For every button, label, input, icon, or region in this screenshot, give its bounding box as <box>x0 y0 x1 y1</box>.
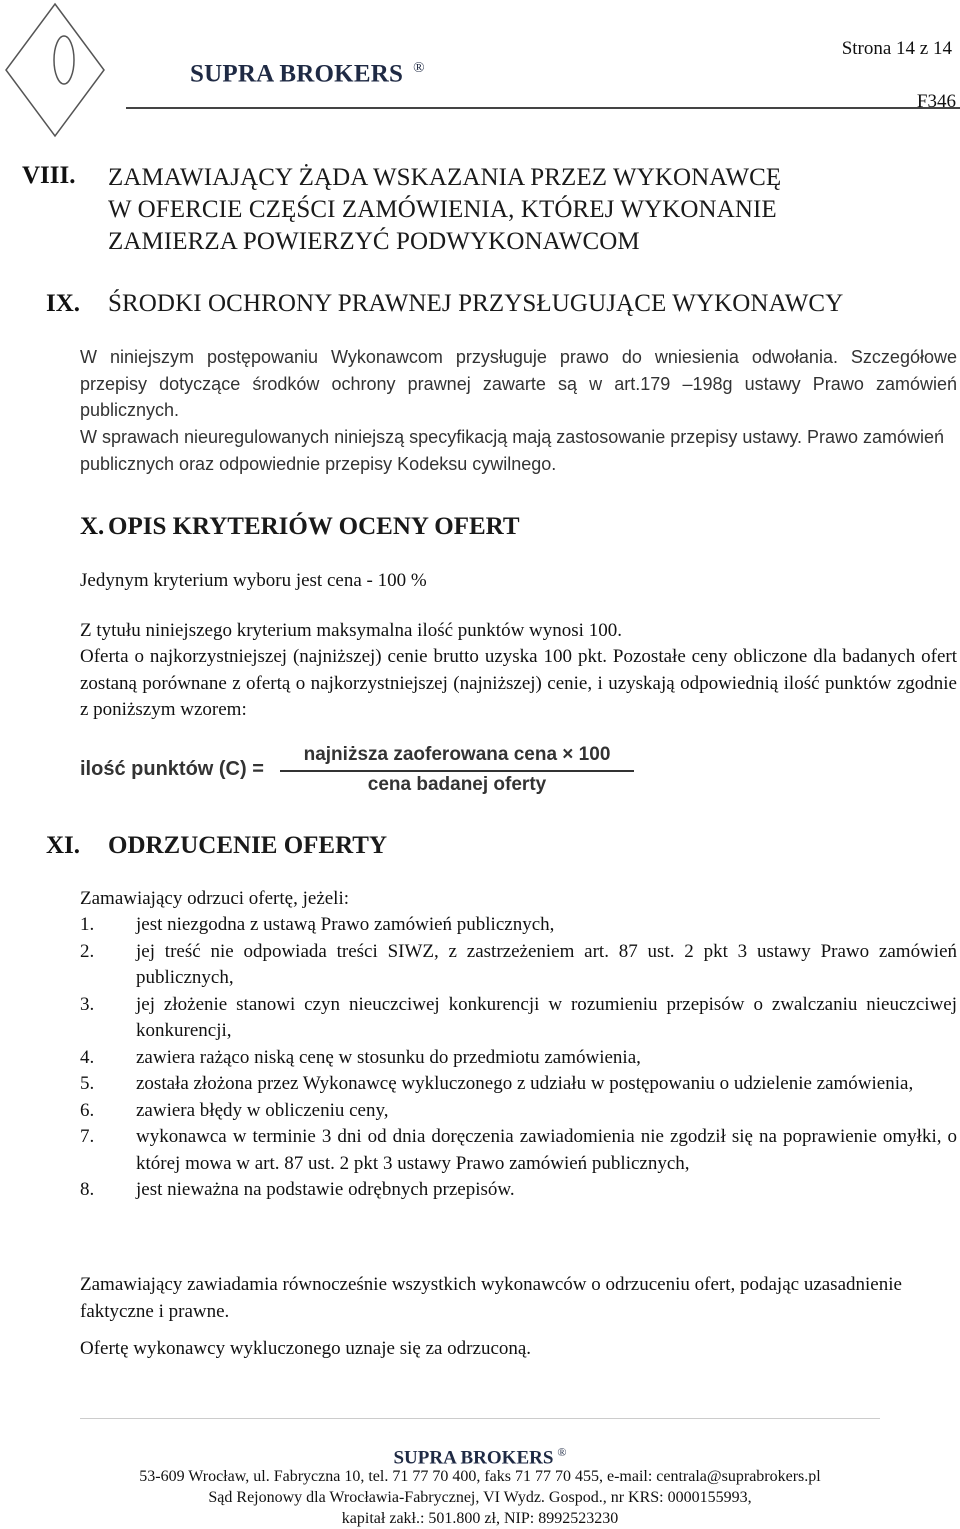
footer-brand: SUPRA BROKERS ® <box>393 1445 567 1469</box>
section-number-xi: XI. <box>46 832 81 859</box>
section-number-x: X. <box>80 513 105 540</box>
document-id: F346 <box>916 91 956 112</box>
section-title-viii: ZAMAWIAJĄCY ŻĄDA WSKAZANIA PRZEZ WYKONAWCĘ W OFERCIE CZĘŚCI ZAMÓWIENIA, KTÓREJ WYKONANIE ZAMIERZA POWIERZYĆ PODWYKONAWCOM <box>108 164 782 255</box>
rejection-reasons-list <box>80 912 957 1204</box>
page-number: Strona 14 z 14 <box>841 38 952 59</box>
points-formula <box>80 744 640 798</box>
paragraph-x-1: Jedynym kryterium wyboru jest cena - 100 % <box>80 570 427 591</box>
footer-capital: kapitał zakł.: 501.800 zł, NIP: 8992523230 <box>341 1510 619 1527</box>
list-item: 8. jest nieważna na podstawie odrębnych przepisów. <box>80 1179 515 1200</box>
section-title-ix: ŚRODKI OCHRONY PRAWNEJ PRZYSŁUGUJĄCE WYKONAWCY <box>108 290 844 317</box>
formula-fraction-bar <box>280 770 634 772</box>
footer-divider <box>80 1418 880 1419</box>
list-item: 5. została złożona przez Wykonawcę wykluczonego z udziału w postępowaniu o udzielenie zamówienia, <box>80 1073 914 1094</box>
list-item: 3. jej złożenie stanowi czyn nieuczciwej konkurencji w rozumieniu przepisów o zwalczaniu nieuczciwej konkurencji, <box>80 993 957 1041</box>
list-item: 6. zawiera błędy w obliczeniu ceny, <box>80 1099 389 1121</box>
list-item: 1. jest niezgodna z ustawą Prawo zamówień publicznych, <box>80 914 555 935</box>
section-title-xi: ODRZUCENIE OFERTY <box>108 832 388 859</box>
header-divider <box>126 107 960 109</box>
list-item: 7. wykonawca w terminie 3 dni od dnia doręczenia zawiadomienia nie zgodził się na poprawienie omyłki, o której mowa w art. 87 ust. 2 pkt 3 ustawy Prawo zamówień publicznych, <box>80 1126 957 1174</box>
paragraph-x-2a: Z tytułu niniejszego kryterium maksymalna ilość punktów wynosi 100. <box>80 620 622 641</box>
section-number-viii: VIII. <box>22 162 76 189</box>
paragraph-xi-last: Ofertę wykonawcy wykluczonego uznaje się za odrzuconą. <box>80 1338 532 1359</box>
supra-brokers-logo <box>0 0 110 140</box>
section-title-x: OPIS KRYTERIÓW OCENY OFERT <box>108 513 520 540</box>
paragraph-ix-1: W niniejszym postępowaniu Wykonawcom przysługuje prawo do wniesienia odwołania. Szczegółowe przepisy dotyczące środków ochrony prawnej zawarte są w art.179 –198g ustawy Prawo zamówień publicznych. <box>80 347 957 420</box>
formula-denominator: cena badanej oferty <box>367 774 547 795</box>
formula-lhs: ilość punktów (C) = <box>80 758 264 780</box>
list-item: 4. zawiera rażąco niską cenę w stosunku do przedmiotu zamówienia, <box>80 1046 641 1068</box>
formula-numerator: najniższa zaoferowana cena × 100 <box>303 744 611 765</box>
header-brand: SUPRA BROKERS ® <box>190 60 425 88</box>
footer-address: 53-609 Wrocław, ul. Fabryczna 10, tel. 71 77 70 400, faks 71 77 70 455, e-mail: centrala@suprabrokers.pl <box>139 1468 821 1485</box>
paragraph-xi-intro: Zamawiający odrzuci ofertę, jeżeli: <box>80 888 350 909</box>
paragraph-x-2b: Oferta o najkorzystniejszej (najniższej) cenie brutto uzyska 100 pkt. Pozostałe ceny obliczone dla badanych ofert zostaną porównane z ofertą o najkorzystniejszej (najniższej) cenie, i uzyskają odpowiednią ilość punktów zgodnie z poniższym wzorem: <box>80 646 957 720</box>
section-number-ix: IX. <box>46 290 81 317</box>
paragraph-xi-notice: Zamawiający zawiadamia równocześnie wszystkich wykonawców o odrzuceniu ofert, podając uzasadnienie faktyczne i prawne. <box>80 1274 902 1322</box>
paragraph-ix-2: W sprawach nieuregulowanych niniejszą specyfikacją mają zastosowanie przepisy ustawy. Prawo zamówień publicznych oraz odpowiednie przepisy Kodeksu cywilnego. <box>80 427 945 474</box>
footer-registry: Sąd Rejonowy dla Wrocławia-Fabrycznej, VI Wydz. Gospod., nr KRS: 0000155993, <box>208 1489 752 1506</box>
list-item: 2. jej treść nie odpowiada treści SIWZ, z zastrzeżeniem art. 87 ust. 2 pkt 3 ustawy Prawo zamówień publicznych, <box>80 940 957 988</box>
